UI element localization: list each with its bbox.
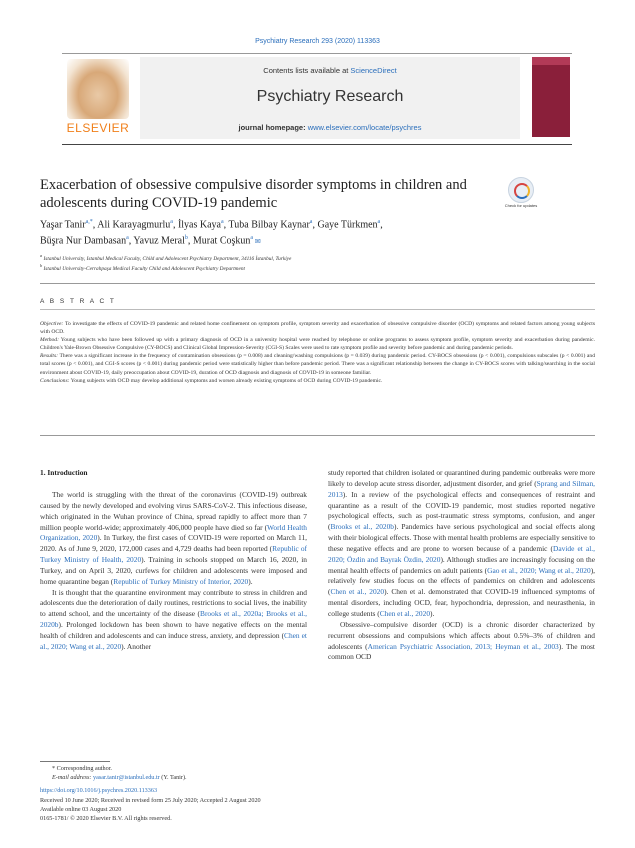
paper-title: Exacerbation of obsessive compulsive disorder symptoms in children and adolescents during COVID-19 pandemic bbox=[40, 177, 467, 211]
left-column bbox=[40, 490, 307, 653]
homepage-line: journal homepage: www.elsevier.com/locate/psychres bbox=[238, 123, 422, 132]
citation-link[interactable]: Chen et al., 2020; Wang et al., 2020 bbox=[40, 630, 307, 651]
email-icon[interactable]: ✉ bbox=[253, 237, 261, 246]
paragraph: The world is struggling with the threat of the coronavirus (COVID-19) outbreak caused by the newly developed and evolving virus SARS-CoV-2. This infectious disease, which originated in the Wuhan province of China, spread rapidly to affect more than 7 million people world-wide; approximately 406,000 people have died so far (World Health Organization, 2020). In Turkey, the first cases of COVID-19 were reported on March 11, 2020. As of June 9, 2020, 172,000 cases and 4,729 deaths had been reported (Republic of Turkey Ministry of Health, 2020). Training in schools stopped on March 16, 2020, in Turkey, and on April 3, 2020, curfews for children and adolescents were imposed and home quarantine began (Republic of Turkey Ministry of Interior, 2020). bbox=[40, 490, 308, 586]
elsevier-tree-icon bbox=[67, 59, 129, 119]
citation-link[interactable]: Chen et al., 2020 bbox=[330, 587, 385, 597]
abstract-heading: A B S T R A C T bbox=[40, 298, 116, 305]
online-date: Available online 03 August 2020 bbox=[40, 806, 122, 813]
copyright: 0165-1781/ © 2020 Elsevier B.V. All rights reserved. bbox=[40, 815, 172, 822]
check-for-updates-icon[interactable] bbox=[508, 177, 534, 203]
citation-link[interactable]: Sprang and Silman, 2013 bbox=[328, 478, 595, 499]
paragraph: Obsessive–compulsive disorder (OCD) is a chronic disorder characterized by recurrent obsessions and compulsions which affects about 0.5%–3% of children and adolescents (American Psychiatric Association, 2013; Heyman et al., 2003). The most common OCD bbox=[328, 619, 595, 662]
citation-link[interactable]: American Psychiatric Association, 2013; Heyman et al., 2003 bbox=[367, 641, 559, 651]
elsevier-logo bbox=[63, 57, 133, 137]
affiliation: $^b$ Istanbul University-Cerrahpaşa Medical Faculty Child and Adolescent Psychiatry Department bbox=[40, 263, 245, 272]
author-name[interactable]: Yavuz Meral bbox=[133, 235, 185, 247]
citation-link[interactable]: Brooks et al., 2020a; Brooks et al., 2020b bbox=[40, 609, 308, 630]
divider bbox=[40, 309, 595, 310]
contents-line: Contents lists available at ScienceDirect bbox=[263, 66, 397, 75]
author-name[interactable]: İlyas Kaya bbox=[177, 219, 221, 231]
received-dates: Received 10 June 2020; Received in revised form 25 July 2020; Accepted 2 August 2020 bbox=[40, 797, 261, 804]
email-note: E-mail address: yasar.tanir@istanbul.edu.tr (Y. Tanir). bbox=[52, 774, 187, 781]
author-name[interactable]: Büşra Nur Dambasan bbox=[40, 235, 127, 247]
author-name[interactable]: Murat Coşkun bbox=[192, 235, 251, 247]
abstract-conclusions: Conclusions: Young subjects with OCD may develop additional symptoms and worsen already existing symptoms of OCD during COVID-19 pandemic. bbox=[40, 377, 383, 384]
citation-link[interactable]: Republic of Turkey Ministry of Interior, 2020 bbox=[113, 576, 249, 586]
author-name[interactable]: Yaşar Tanir bbox=[40, 219, 86, 231]
homepage-link[interactable]: www.elsevier.com/locate/psychres bbox=[307, 123, 422, 132]
citation-link[interactable]: Davide et al., 2020; Özdin and Bayrak Özdin, 2020 bbox=[328, 543, 595, 564]
doi-link[interactable]: https://doi.org/10.1016/j.psychres.2020.113363 bbox=[40, 787, 158, 794]
right-column bbox=[328, 468, 595, 663]
author-name[interactable]: Tuba Bilbay Kaynar bbox=[228, 219, 310, 231]
author-name[interactable]: Gaye Türkmen bbox=[317, 219, 378, 231]
divider bbox=[40, 283, 595, 284]
citation-link[interactable]: Gao et al., 2020; Wang et al., 2020 bbox=[487, 565, 591, 575]
citation-link[interactable]: World Health Organization, 2020 bbox=[40, 522, 307, 543]
section-heading: 1. Introduction bbox=[40, 468, 88, 477]
email-link[interactable]: yasar.tanir@istanbul.edu.tr bbox=[93, 774, 160, 781]
footnote-divider bbox=[40, 761, 110, 762]
citation-link[interactable]: Republic of Turkey Ministry of Health, 2020 bbox=[40, 544, 308, 565]
journal-cover-image bbox=[532, 57, 570, 137]
author-line: Büşra Nur Dambasan$^a$, Yavuz Meral$^b$, Murat Coşkun$^a$ ✉ bbox=[40, 235, 261, 247]
abstract-body bbox=[40, 320, 595, 385]
author-name[interactable]: Ali Karayagmurlu bbox=[97, 219, 171, 231]
paragraph: study reported that children isolated or quarantined during pandemic outbreaks were more likely to develop acute stress disorder, adjustment disorder, and grief (Sprang and Silman, 2013). In a review of the psychological effects and consequences of restraint and quarantine as a result of the COVID-19 pandemic, most studies reported negative psychological effects, such as post-traumatic stress symptoms, confusion, and anger (Brooks et al., 2020b). Pandemics have serious psychological and social effects along with their biological effects. Those with mental health problems are especially sensitive to these negative effects and are prone to worsen because of a pandemic (Davide et al., 2020; Özdin and Bayrak Özdin, 2020). Although studies are increasingly focusing on the mental health effects of pandemics on adult patients (Gao et al., 2020; Wang et al., 2020), relatively few studies focus on the effects of pandemics on children and adolescents (Chen et al., 2020). Chen et al. demonstrated that COVID-19 influenced symptoms of mental disorders, including OCD, fear, hypochondria, depression, and neurasthenia, in college students (Chen et al., 2020). bbox=[328, 468, 595, 618]
citation-link[interactable]: Chen et al., 2020 bbox=[379, 608, 431, 618]
divider bbox=[40, 435, 595, 436]
citation-link[interactable]: Brooks et al., 2020b bbox=[330, 522, 394, 532]
journal-reference[interactable]: Psychiatry Research 293 (2020) 113363 bbox=[255, 38, 380, 45]
check-for-updates-label[interactable]: Check for updates bbox=[504, 203, 538, 208]
abstract-results: Results: There was a significant increase in the frequency of contamination obsessions (p = 0.008) and cleaning/washing compulsions (p = 0.039) during pandemic period. CY-BOCS obsessions (p < 0.001), compulsions subscales (p < 0.001) and total scores (p < 0.001), and CGI-S scores (p < 0.001) during pandemic period were statistically higher than before pandemic period. There was a significant relationship between the change in CY-BOCS scores with talking/searching in the social environment about COVID-19, daily preoccupation about COVID-19, duration of OCD diagnosis and diagnosis of COVID-19 in someone familiar. bbox=[40, 353, 595, 376]
sciencedirect-link[interactable]: ScienceDirect bbox=[350, 66, 397, 75]
publisher-name: ELSEVIER bbox=[66, 121, 130, 135]
abstract-objective: Objective: To investigate the effects of COVID-19 pandemic and related home confinement on symptom profile, symptom severity and exacerbation of obsessive compulsive disorder (OCD) symptoms and related factors among young subjects with OCD. bbox=[40, 321, 595, 336]
corresponding-author-note: * Corresponding author. bbox=[52, 765, 112, 772]
author-line: Yaşar Tanir$^{a,*}$, Ali Karayagmurlu$^a$, İlyas Kaya$^a$, Tuba Bilbay Kaynar$^a$, Gaye Türkmen$^a$, bbox=[40, 219, 383, 231]
abstract-method: Method: Young subjects who have been followed up with a primary diagnosis of OCD in a university hospital were reached by telephone or online programs to assess symptom profile, symptom severity and exacerbation during pandemic. Children's Yale-Brown Obsessive Compulsive (CY-BOCS) and Clinical Global Impression-Severity (CGI-S) Scales were used to rate symptom profile and severity before pandemic and during pandemic periods. bbox=[40, 337, 595, 352]
affiliation: $^a$ Istanbul University, Istanbul Medical Faculty, Child and Adolescent Psychiatry Department, 34116 İstanbul, Turkiye bbox=[40, 253, 292, 262]
paragraph: It is thought that the quarantine environment may contribute to stress in children and adolescents due the deterioration of daily routines, restrictions to social lives, the inability to attend school, and the uncertainty of the disease (Brooks et al., 2020a; Brooks et al., 2020b). Prolonged lockdown has been shown to have negative effects on the mental health of children and adolescents and can induce stress, anxiety, and depression (Chen et al., 2020; Wang et al., 2020). Another bbox=[40, 587, 308, 651]
journal-title: Psychiatry Research bbox=[256, 88, 404, 105]
